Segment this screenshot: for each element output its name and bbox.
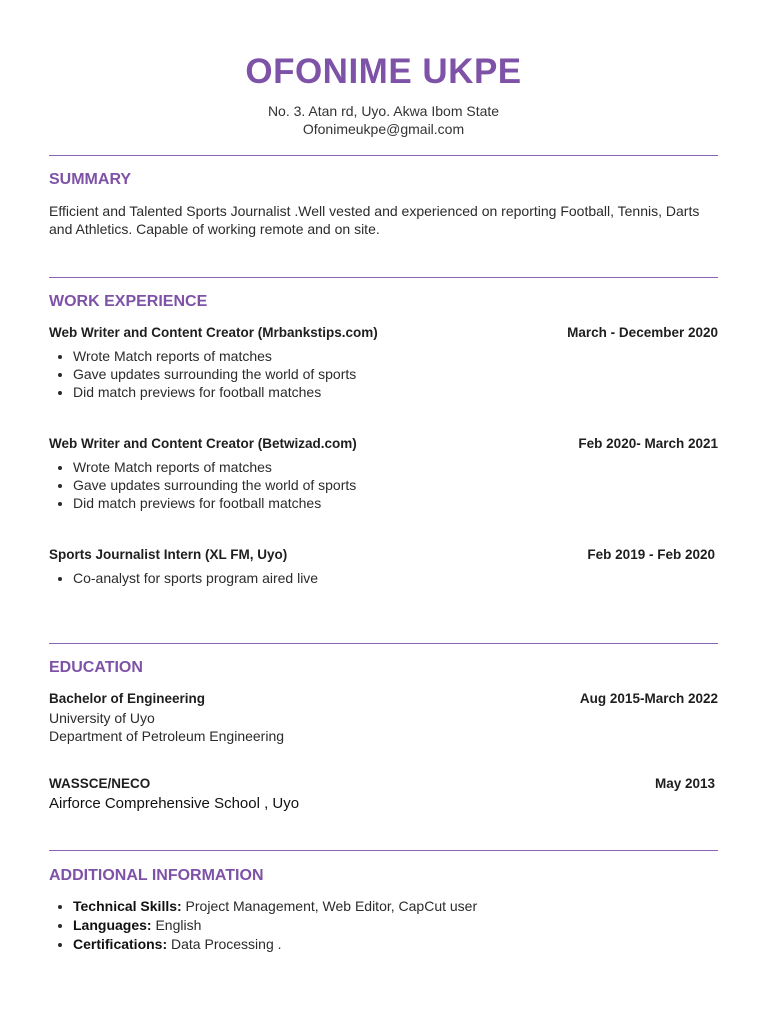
additional-info-list bbox=[49, 897, 477, 954]
education-school: Airforce Comprehensive School , Uyo bbox=[49, 795, 300, 812]
contact-address: No. 3. Atan rd, Uyo. Akwa Ibom State bbox=[267, 103, 500, 119]
list-item: • Did match previews for football matches bbox=[73, 383, 356, 401]
list-item: • Gave updates surrounding the world of sports bbox=[73, 476, 356, 494]
job-date: Feb 2019 - Feb 2020 bbox=[587, 547, 715, 562]
section-title-education: EDUCATION bbox=[49, 659, 143, 676]
job-title: Web Writer and Content Creator (Mrbankstips.com) bbox=[49, 325, 378, 340]
contact-email: Ofonimeukpe@gmail.com bbox=[302, 121, 465, 137]
list-item bbox=[73, 897, 477, 916]
section-title-summary: SUMMARY bbox=[49, 171, 132, 188]
list-item bbox=[73, 935, 477, 954]
education-date: Aug 2015-March 2022 bbox=[579, 691, 718, 706]
list-item: • Co-analyst for sports program aired live bbox=[73, 569, 318, 587]
divider-experience bbox=[49, 643, 718, 644]
education-date: May 2013 bbox=[654, 776, 715, 791]
candidate-name: OFONIME UKPE bbox=[245, 52, 522, 91]
info-label: Technical Skills: bbox=[73, 898, 182, 914]
education-degree: WASSCE/NECO bbox=[49, 776, 151, 791]
list-item: • Did match previews for football matches bbox=[73, 494, 356, 512]
list-item: • Gave updates surrounding the world of sports bbox=[73, 365, 356, 383]
info-value: Project Management, Web Editor, CapCut user bbox=[181, 898, 478, 914]
job-bullets bbox=[49, 458, 356, 512]
job-date: Feb 2020- March 2021 bbox=[578, 436, 718, 451]
job-bullets bbox=[49, 569, 318, 587]
education-department: Department of Petroleum Engineering bbox=[49, 728, 285, 744]
section-title-additional: ADDITIONAL INFORMATION bbox=[49, 867, 264, 884]
divider-summary bbox=[49, 277, 718, 278]
info-label: Languages: bbox=[73, 917, 152, 933]
divider-header bbox=[49, 155, 718, 156]
divider-education bbox=[49, 850, 718, 851]
job-title: Web Writer and Content Creator (Betwizad.com) bbox=[49, 436, 357, 451]
info-value: Data Processing . bbox=[167, 936, 282, 952]
info-label: Certifications: bbox=[73, 936, 168, 952]
summary-text: Efficient and Talented Sports Journalist .Well vested and experienced on reporting Football, Tennis, Darts and Athletics. Capable of working remote and on site. bbox=[49, 203, 700, 237]
job-date: March - December 2020 bbox=[567, 325, 718, 340]
list-item: • Wrote Match reports of matches bbox=[73, 458, 356, 476]
list-item bbox=[73, 916, 477, 935]
education-school: University of Uyo bbox=[49, 710, 155, 726]
list-item: • Wrote Match reports of matches bbox=[73, 347, 356, 365]
info-value: English bbox=[151, 917, 202, 933]
education-degree: Bachelor of Engineering bbox=[49, 691, 206, 706]
job-title: Sports Journalist Intern (XL FM, Uyo) bbox=[49, 547, 288, 562]
section-title-experience: WORK EXPERIENCE bbox=[49, 293, 208, 310]
job-bullets bbox=[49, 347, 356, 401]
